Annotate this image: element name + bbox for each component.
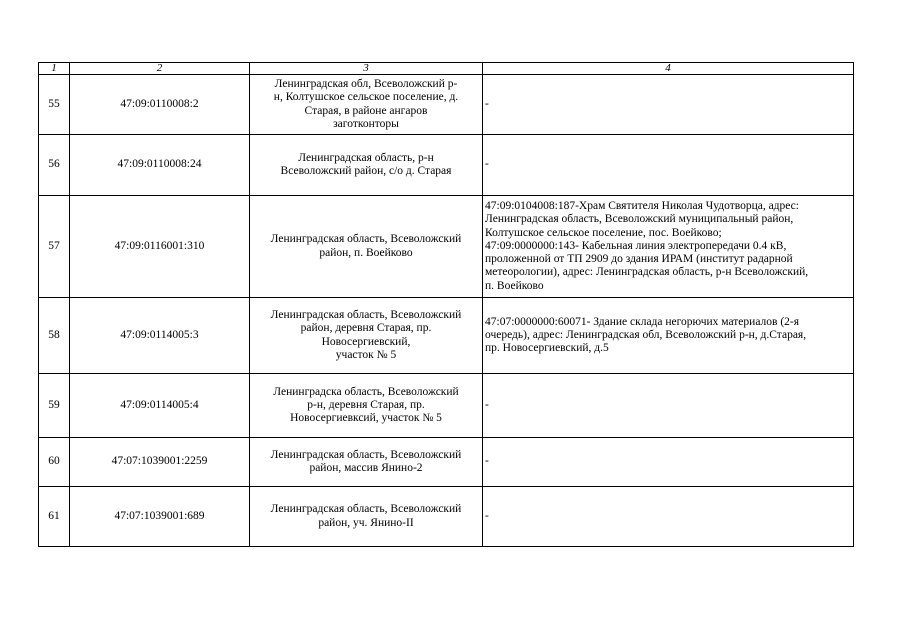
address-line: район, п. Воейково: [319, 246, 413, 259]
row-number: 59: [39, 374, 70, 438]
table-row: [39, 298, 854, 374]
objects-line: -: [485, 97, 489, 110]
objects-line: -: [485, 509, 489, 522]
cadastral-number: 47:09:0110008:2: [70, 75, 250, 135]
table-row: [39, 374, 854, 438]
objects-line: -: [485, 398, 489, 411]
address-line: Новосергиевксий, участок № 5: [290, 412, 442, 425]
address-line: район, массив Янино-2: [309, 462, 423, 474]
header-col-1: 1: [39, 63, 70, 75]
table-row: [39, 487, 854, 547]
address-line: район, уч. Янино-II: [318, 516, 414, 529]
address-cell: [250, 374, 483, 438]
objects-line: очередь), адрес: Ленинградская обл, Всеволожский р-н, д.Старая,: [485, 328, 807, 341]
address-line: Ленинградска область, Всеволожский: [273, 385, 459, 398]
address-line: р-н, деревня Старая, пр.: [307, 398, 425, 411]
address-line: Старая, в районе ангаров: [304, 104, 428, 117]
table-row: [39, 135, 854, 196]
table-header-row: [39, 63, 854, 75]
address-line: участок № 5: [335, 348, 397, 361]
objects-cell: [483, 487, 854, 547]
address-line: район, деревня Старая, пр.: [300, 322, 432, 335]
address-line: заготконторы: [333, 117, 399, 130]
objects-line: проложенной от ТП 2909 до здания ИРАМ (институт радарной: [485, 253, 793, 266]
address-cell: [250, 196, 483, 298]
land-plots-table: [38, 62, 854, 547]
cadastral-number: 47:07:1039001:2259: [70, 438, 250, 487]
objects-line: пр. Новосергиевский, д.5: [485, 342, 609, 355]
objects-line: -: [485, 455, 489, 468]
row-number: 61: [39, 487, 70, 547]
objects-line: Колтушское сельское поселение, пос. Воейково;: [485, 226, 722, 239]
address-line: н, Колтушское сельское поселение, д.: [273, 91, 459, 104]
address-line: Ленинградская область, Всеволожский: [270, 503, 462, 516]
address-line: Всеволожский район, с/о д. Старая: [280, 165, 452, 177]
objects-line: 47:09:0000000:143- Кабельная линия электропередачи 0.4 кВ,: [485, 239, 787, 252]
cadastral-number: 47:09:0114005:4: [70, 374, 250, 438]
row-number: 57: [39, 196, 70, 298]
objects-line: 47:07:0000000:60071- Здание склада негорючих материалов (2-я: [485, 315, 800, 328]
address-cell: [250, 487, 483, 547]
header-col-2: 2: [70, 63, 250, 75]
cadastral-number: 47:09:0114005:3: [70, 298, 250, 374]
objects-cell: [483, 75, 854, 135]
objects-cell: [483, 298, 854, 374]
cadastral-number: 47:09:0116001:310: [70, 196, 250, 298]
address-line: Ленинградская область, Всеволожский: [270, 448, 462, 461]
objects-line: 47:09:0104008:187-Храм Святителя Николая Чудотворца, адрес:: [485, 200, 799, 213]
address-line: Новосергиевский,: [321, 335, 411, 348]
row-number: 58: [39, 298, 70, 374]
address-cell: [250, 75, 483, 135]
header-col-3: 3: [250, 63, 483, 75]
address-cell: [250, 438, 483, 487]
objects-line: метеорологии), адрес: Ленинградская область, р-н Всеволожский,: [485, 266, 809, 279]
row-number: 60: [39, 438, 70, 487]
address-cell: [250, 298, 483, 374]
objects-cell: [483, 196, 854, 298]
objects-line: -: [485, 158, 489, 171]
cadastral-number: 47:07:1039001:689: [70, 487, 250, 547]
table-row: [39, 196, 854, 298]
objects-cell: [483, 374, 854, 438]
cadastral-number: 47:09:0110008:24: [70, 135, 250, 196]
address-cell: [250, 135, 483, 196]
table-row: [39, 438, 854, 487]
objects-cell: [483, 438, 854, 487]
address-line: Ленинградская область, Всеволожский: [270, 309, 462, 322]
row-number: 56: [39, 135, 70, 196]
address-line: Ленинградская область, Всеволожский: [270, 233, 462, 246]
address-line: Ленинградская область, р-н: [298, 151, 434, 164]
objects-cell: [483, 135, 854, 196]
address-line: Ленинградская обл, Всеволожский р-: [274, 78, 458, 91]
objects-line: Ленинградская область, Всеволожский муниципальный район,: [485, 213, 794, 226]
table-row: [39, 75, 854, 135]
row-number: 55: [39, 75, 70, 135]
objects-line: п. Воейково: [485, 279, 544, 292]
header-col-4: 4: [483, 63, 854, 75]
